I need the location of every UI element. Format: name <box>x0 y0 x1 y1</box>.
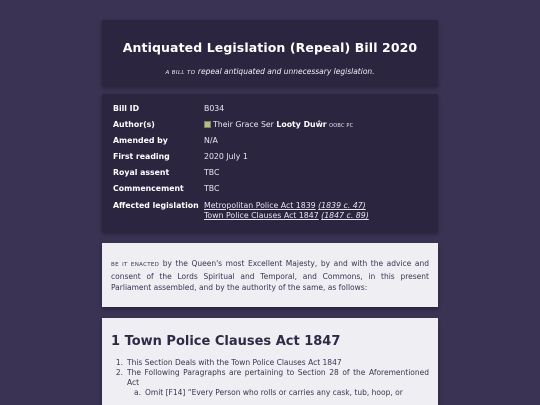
info-label: Amended by <box>113 136 168 145</box>
long-title-prefix: A BILL TO <box>165 70 196 76</box>
sub-provision-letter: a. <box>134 388 141 397</box>
sub-provision-text: Omit [F14] “Every Person who rolls or carries any cask, tub, hoop, or <box>145 388 403 397</box>
sub-provision-item <box>127 388 429 398</box>
affected-cite-2[interactable]: (1847 c. 89) <box>321 211 369 220</box>
info-label: Affected legislation <box>113 201 199 210</box>
info-row-first-reading <box>113 152 433 162</box>
info-label: Bill ID <box>113 104 140 113</box>
section-card <box>102 318 438 405</box>
enacting-formula-card <box>102 243 438 307</box>
author-name[interactable]: Looty Duŵr <box>276 120 327 129</box>
provision-number: 2. <box>115 368 123 377</box>
author-value <box>204 120 353 131</box>
provision-number: 1. <box>115 358 123 367</box>
affected-item <box>204 211 369 221</box>
long-title-text: repeal antiquated and unnecessary legislation. <box>197 67 375 76</box>
enacting-prefix: BE IT ENACTED <box>111 262 160 268</box>
enacting-text: by the Queen's most Excellent Majesty, by and with the advice and consent of the Lords Spiritual and Temporal, and Commons, in this present Parliament assembled, and by the authority of the same, as follows: <box>111 259 429 292</box>
affected-link-1[interactable]: Metropolitan Police Act 1839 <box>204 201 316 210</box>
info-row-amended <box>113 136 433 146</box>
flag-icon <box>204 121 211 128</box>
info-label: Commencement <box>113 184 184 193</box>
first-reading-value: 2020 July 1 <box>204 152 248 161</box>
info-row-bill-id <box>113 104 433 114</box>
bill-title: Antiquated Legislation (Repeal) Bill 2020 <box>122 40 418 55</box>
provisions-list <box>111 358 429 398</box>
info-row-commencement <box>113 184 433 194</box>
info-label: Author(s) <box>113 120 155 129</box>
info-row-royal-assent <box>113 168 433 178</box>
commencement-value: TBC <box>204 184 220 193</box>
affected-cite-1[interactable]: (1839 c. 47) <box>318 201 366 210</box>
author-prefix: Their Grace Ser <box>213 120 274 129</box>
provision-item <box>111 358 429 368</box>
bill-id-value: B034 <box>204 104 225 113</box>
author-postnominals: OOBC PC <box>329 123 354 129</box>
info-label: Royal assent <box>113 168 170 177</box>
amended-value: N/A <box>204 136 218 145</box>
enacting-formula <box>111 258 429 293</box>
affected-list <box>204 201 369 221</box>
info-row-authors <box>113 120 433 131</box>
royal-assent-value: TBC <box>204 168 220 177</box>
section-heading: 1 Town Police Clauses Act 1847 <box>111 334 341 349</box>
provision-item <box>111 368 429 388</box>
provision-text: The Following Paragraphs are pertaining to Section 28 of the Aforementioned Act <box>127 368 429 387</box>
title-card <box>102 20 438 86</box>
long-title <box>102 67 438 76</box>
provision-text: This Section Deals with the Town Police Clauses Act 1847 <box>127 358 342 367</box>
info-row-affected <box>113 201 433 221</box>
affected-item <box>204 201 369 211</box>
affected-link-2[interactable]: Town Police Clauses Act 1847 <box>204 211 319 220</box>
bill-info-card <box>102 94 438 232</box>
info-label: First reading <box>113 152 170 161</box>
